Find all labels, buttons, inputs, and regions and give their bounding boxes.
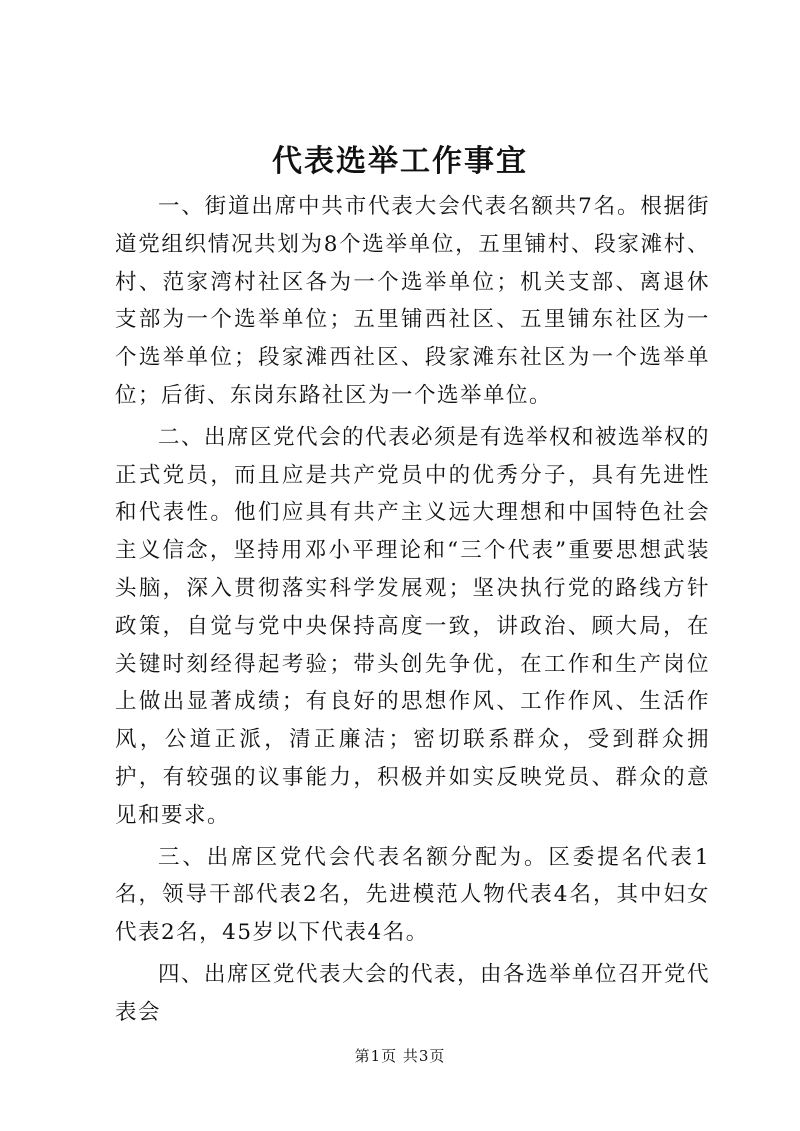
paragraph-3: 三、出席区党代会代表名额分配为。区委提名代表1名，领导干部代表2名，先进模范人物代表4名，其中妇女代表2名，45岁以下代表4名。 bbox=[115, 844, 710, 946]
paragraph-4: 四、出席区党代表大会的代表，由各选举单位召开党代表会 bbox=[115, 961, 711, 1025]
paragraph-2: 二、出席区党代会的代表必须是有选举权和被选举权的正式党员，而且应是共产党员中的优秀分子，具有先进性和代表性。他们应具有共产主义远大理想和中国特色社会主义信念，坚持用邓小平理论和“三个代表”重要思想武装头脑，深入贯彻落实科学发展观；坚决执行党的路线方针政策，自觉与党中央保持高度一致，讲政治、顾大局，在关键时刻经得起考验；带头创先争优，在工作和生产岗位上做出显著成绩；有良好的思想作风、工作作风、生活作风，公道正派，清正廉洁；密切联系群众，受到群众拥护，有较强的议事能力，积极并如实反映党员、群众的意见和要求。 bbox=[115, 424, 711, 828]
page-number-footer: 第1页 共3页 bbox=[354, 1047, 446, 1065]
paragraph-1: 一、街道出席中共市代表大会代表名额共7名。根据街道党组织情况共划为8个选举单位，五里铺村、段家滩村、村、范家湾村社区各为一个选举单位；机关支部、离退休支部为一个选举单位；五里铺西社区、五里铺东社区为一个选举单位；段家滩西社区、段家滩东社区为一个选举单位；后街、东岗东路社区为一个选举单位。 bbox=[115, 194, 710, 408]
document-title: 代表选举工作事宜 bbox=[272, 144, 528, 179]
document-body bbox=[115, 188, 710, 1036]
